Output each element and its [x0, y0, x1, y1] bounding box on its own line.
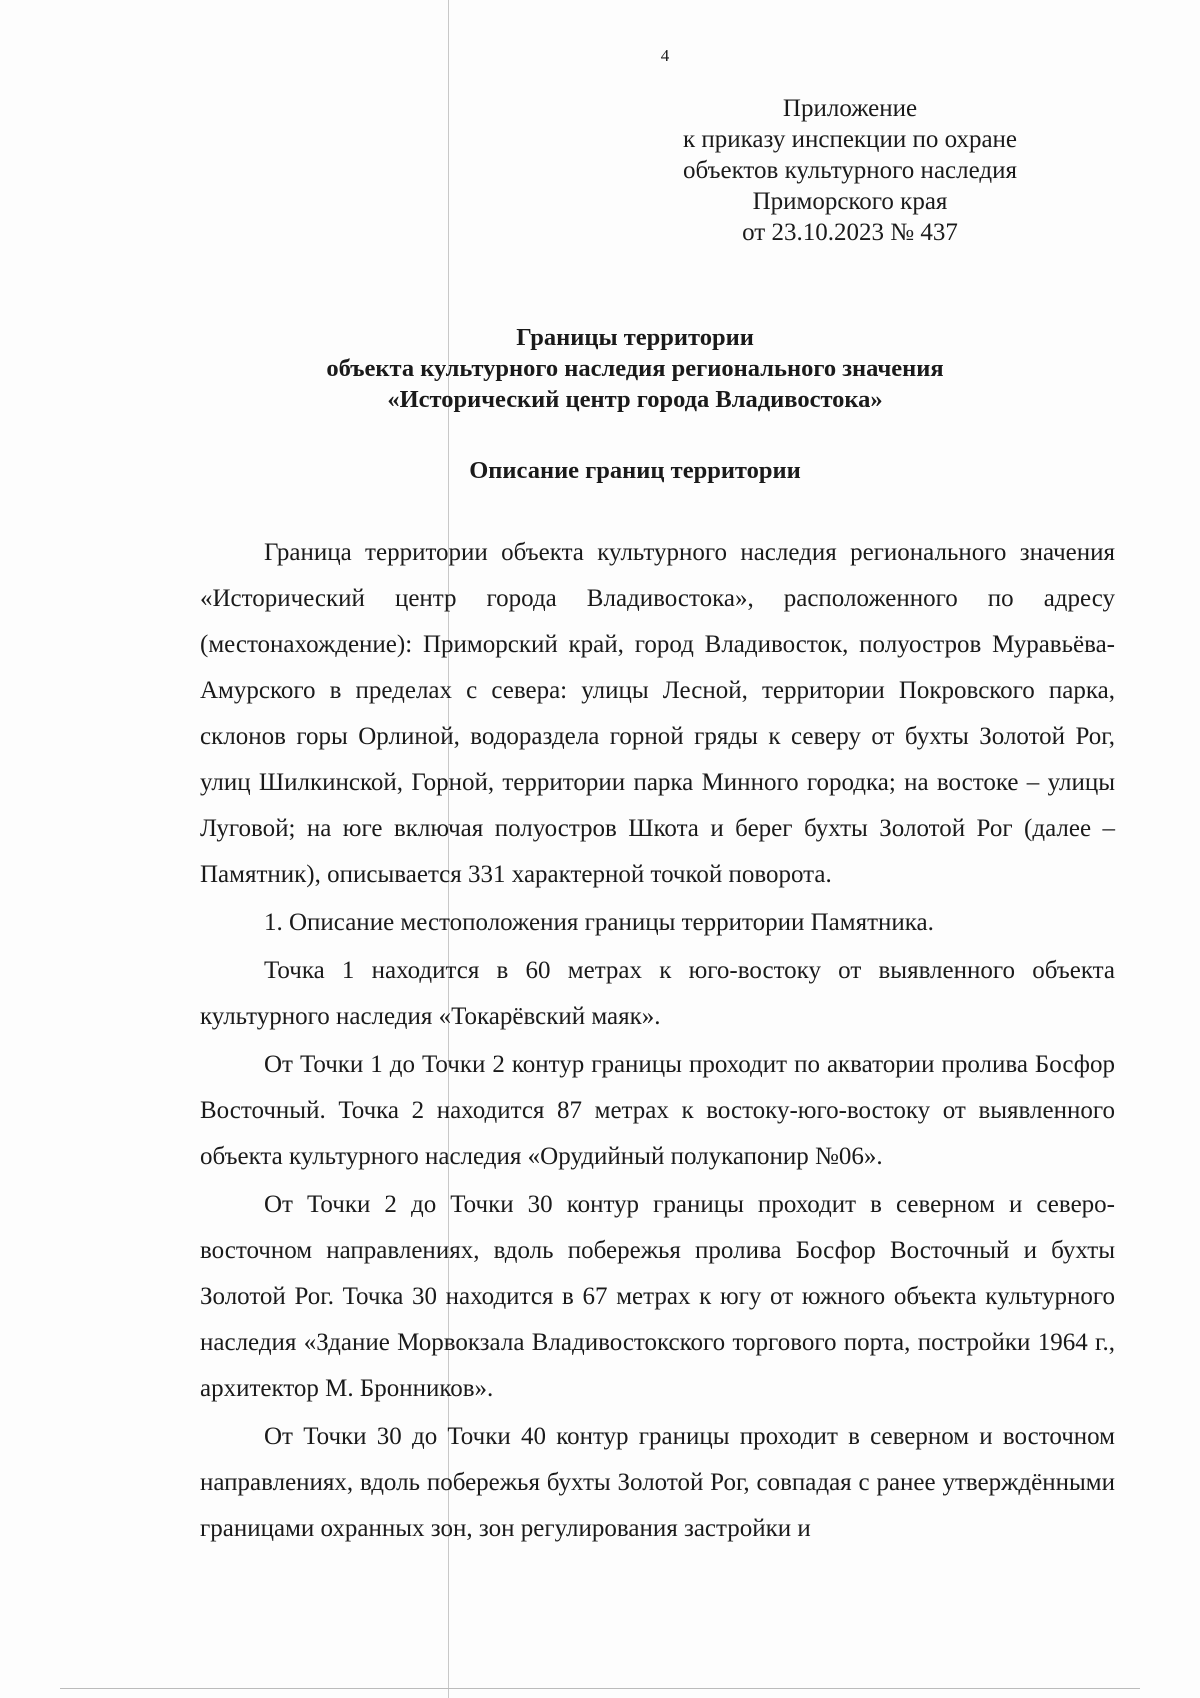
appendix-line: Приложение	[782, 95, 918, 122]
title-line: объекта культурного наследия регионального значения	[326, 355, 944, 382]
paragraph: Точка 1 находится в 60 метрах к юго-востоку от выявленного объекта культурного наследия «Токарёвский маяк».	[200, 957, 1115, 1030]
paragraph: 1. Описание местоположения границы территории Памятника.	[264, 909, 934, 936]
paragraph: Граница территории объекта культурного наследия регионального значения «Исторический центр города Владивостока», расположенного по адресу (местонахождение): Приморский край, город Владивосток, полуостров Муравьёва-Амурского в пределах с севера: улицы Лесной, территории Покровского парка, склонов горы Орлиной, водораздела горной гряды к северу от бухты Золотой Рог, улиц Шилкинской, Горной, территории парка Минного городка; на востоке – улицы Луговой; на юге включая полуостров Шкота и берег бухты Золотой Рог (далее – Памятник), описывается 331 характерной точкой поворота.	[200, 539, 1115, 888]
paragraph: От Точки 30 до Точки 40 контур границы проходит в северном и восточном направлениях, вдоль побережья бухты Золотой Рог, совпадая с ранее утверждёнными границами охранных зон, зон регулирования застройки и	[200, 1423, 1115, 1542]
title-line: «Исторический центр города Владивостока»	[387, 386, 883, 413]
section-subtitle: Описание границ территории	[469, 457, 801, 484]
appendix-line: к приказу инспекции по охране	[682, 126, 1018, 153]
appendix-line: от 23.10.2023 № 437	[742, 219, 958, 246]
paragraph: От Точки 2 до Точки 30 контур границы проходит в северном и северо-восточном направлениях, вдоль побережья пролива Босфор Восточный и бухты Золотой Рог. Точка 30 находится в 67 метрах к югу от южного объекта культурного наследия «Здание Морвокзала Владивостокского торгового порта, постройки 1964 г., архитектор М. Бронников».	[200, 1191, 1115, 1402]
title-line: Границы территории	[516, 324, 754, 351]
paragraph: От Точки 1 до Точки 2 контур границы проходит по акватории пролива Босфор Восточный. Точка 2 находится 87 метрах к востоку-юго-востоку от выявленного объекта культурного наследия «Орудийный полукапонир №06».	[200, 1051, 1115, 1170]
appendix-line: объектов культурного наследия	[683, 157, 1017, 184]
page-bottom-edge	[60, 1688, 1140, 1689]
appendix-line: Приморского края	[752, 188, 948, 215]
page-number: 4	[660, 46, 670, 65]
body-text	[200, 530, 1115, 1554]
document-title	[0, 322, 1200, 415]
appendix-header	[640, 93, 1060, 248]
